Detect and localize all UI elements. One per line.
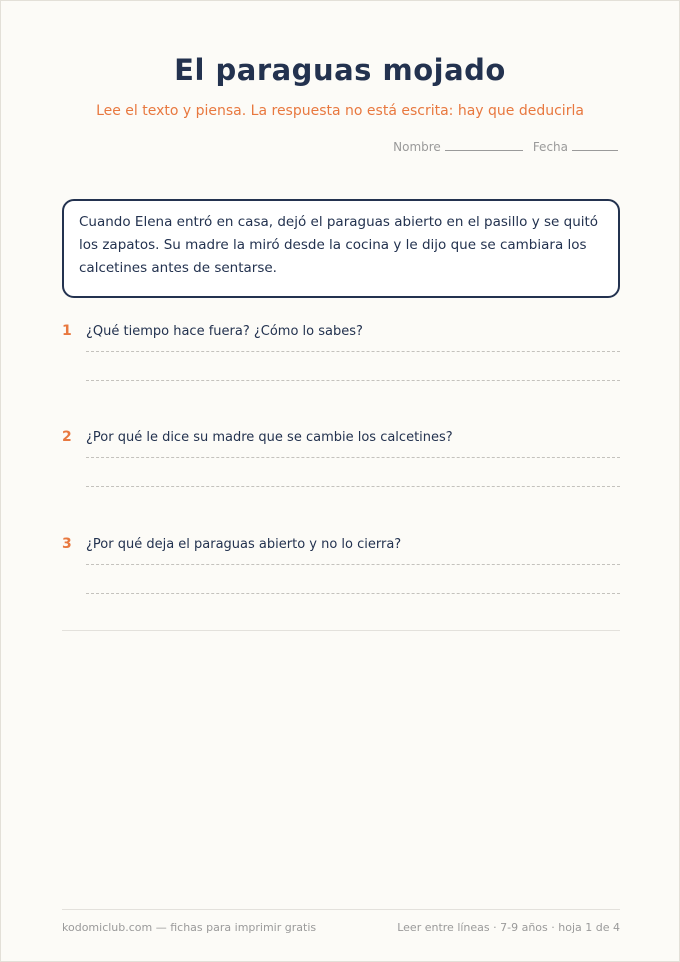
answer-line (86, 564, 620, 565)
name-blank-line (445, 139, 523, 151)
date-label: Fecha (532, 140, 568, 154)
name-date-fields (393, 139, 618, 154)
worksheet-subtitle: Lee el texto y piensa. La respuesta no está escrita: hay que deducirla (96, 103, 584, 119)
question-number: 2 (62, 429, 72, 445)
footer-divider (62, 909, 620, 910)
answer-line (86, 486, 620, 487)
question-text: ¿Por qué deja el paraguas abierto y no lo cierra? (86, 537, 402, 552)
question-1 (62, 323, 620, 343)
question-text: ¿Por qué le dice su madre que se cambie los calcetines? (86, 430, 453, 445)
footer-site-text: kodomiclub.com — fichas para imprimir gratis (62, 921, 317, 934)
name-label: Nombre (393, 140, 441, 154)
answer-line (86, 351, 620, 352)
footer-page-info: Leer entre líneas · 7-9 años · hoja 1 de 4 (397, 921, 620, 934)
answer-line (86, 380, 620, 381)
question-3 (62, 536, 620, 556)
question-text: ¿Qué tiempo hace fuera? ¿Cómo lo sabes? (86, 324, 363, 339)
page-footer (62, 921, 620, 934)
question-number: 3 (62, 536, 72, 552)
date-blank-line (572, 139, 618, 151)
question-2 (62, 429, 620, 449)
section-divider (62, 630, 620, 631)
answer-line (86, 457, 620, 458)
reading-passage: Cuando Elena entró en casa, dejó el paraguas abierto en el pasillo y se quitó los zapatos. Su madre la miró desde la cocina y le dijo que se cambiara los calcetines antes de sentarse. (62, 199, 620, 298)
worksheet-title: El paraguas mojado (174, 53, 506, 87)
question-number: 1 (62, 323, 72, 339)
answer-line (86, 593, 620, 594)
